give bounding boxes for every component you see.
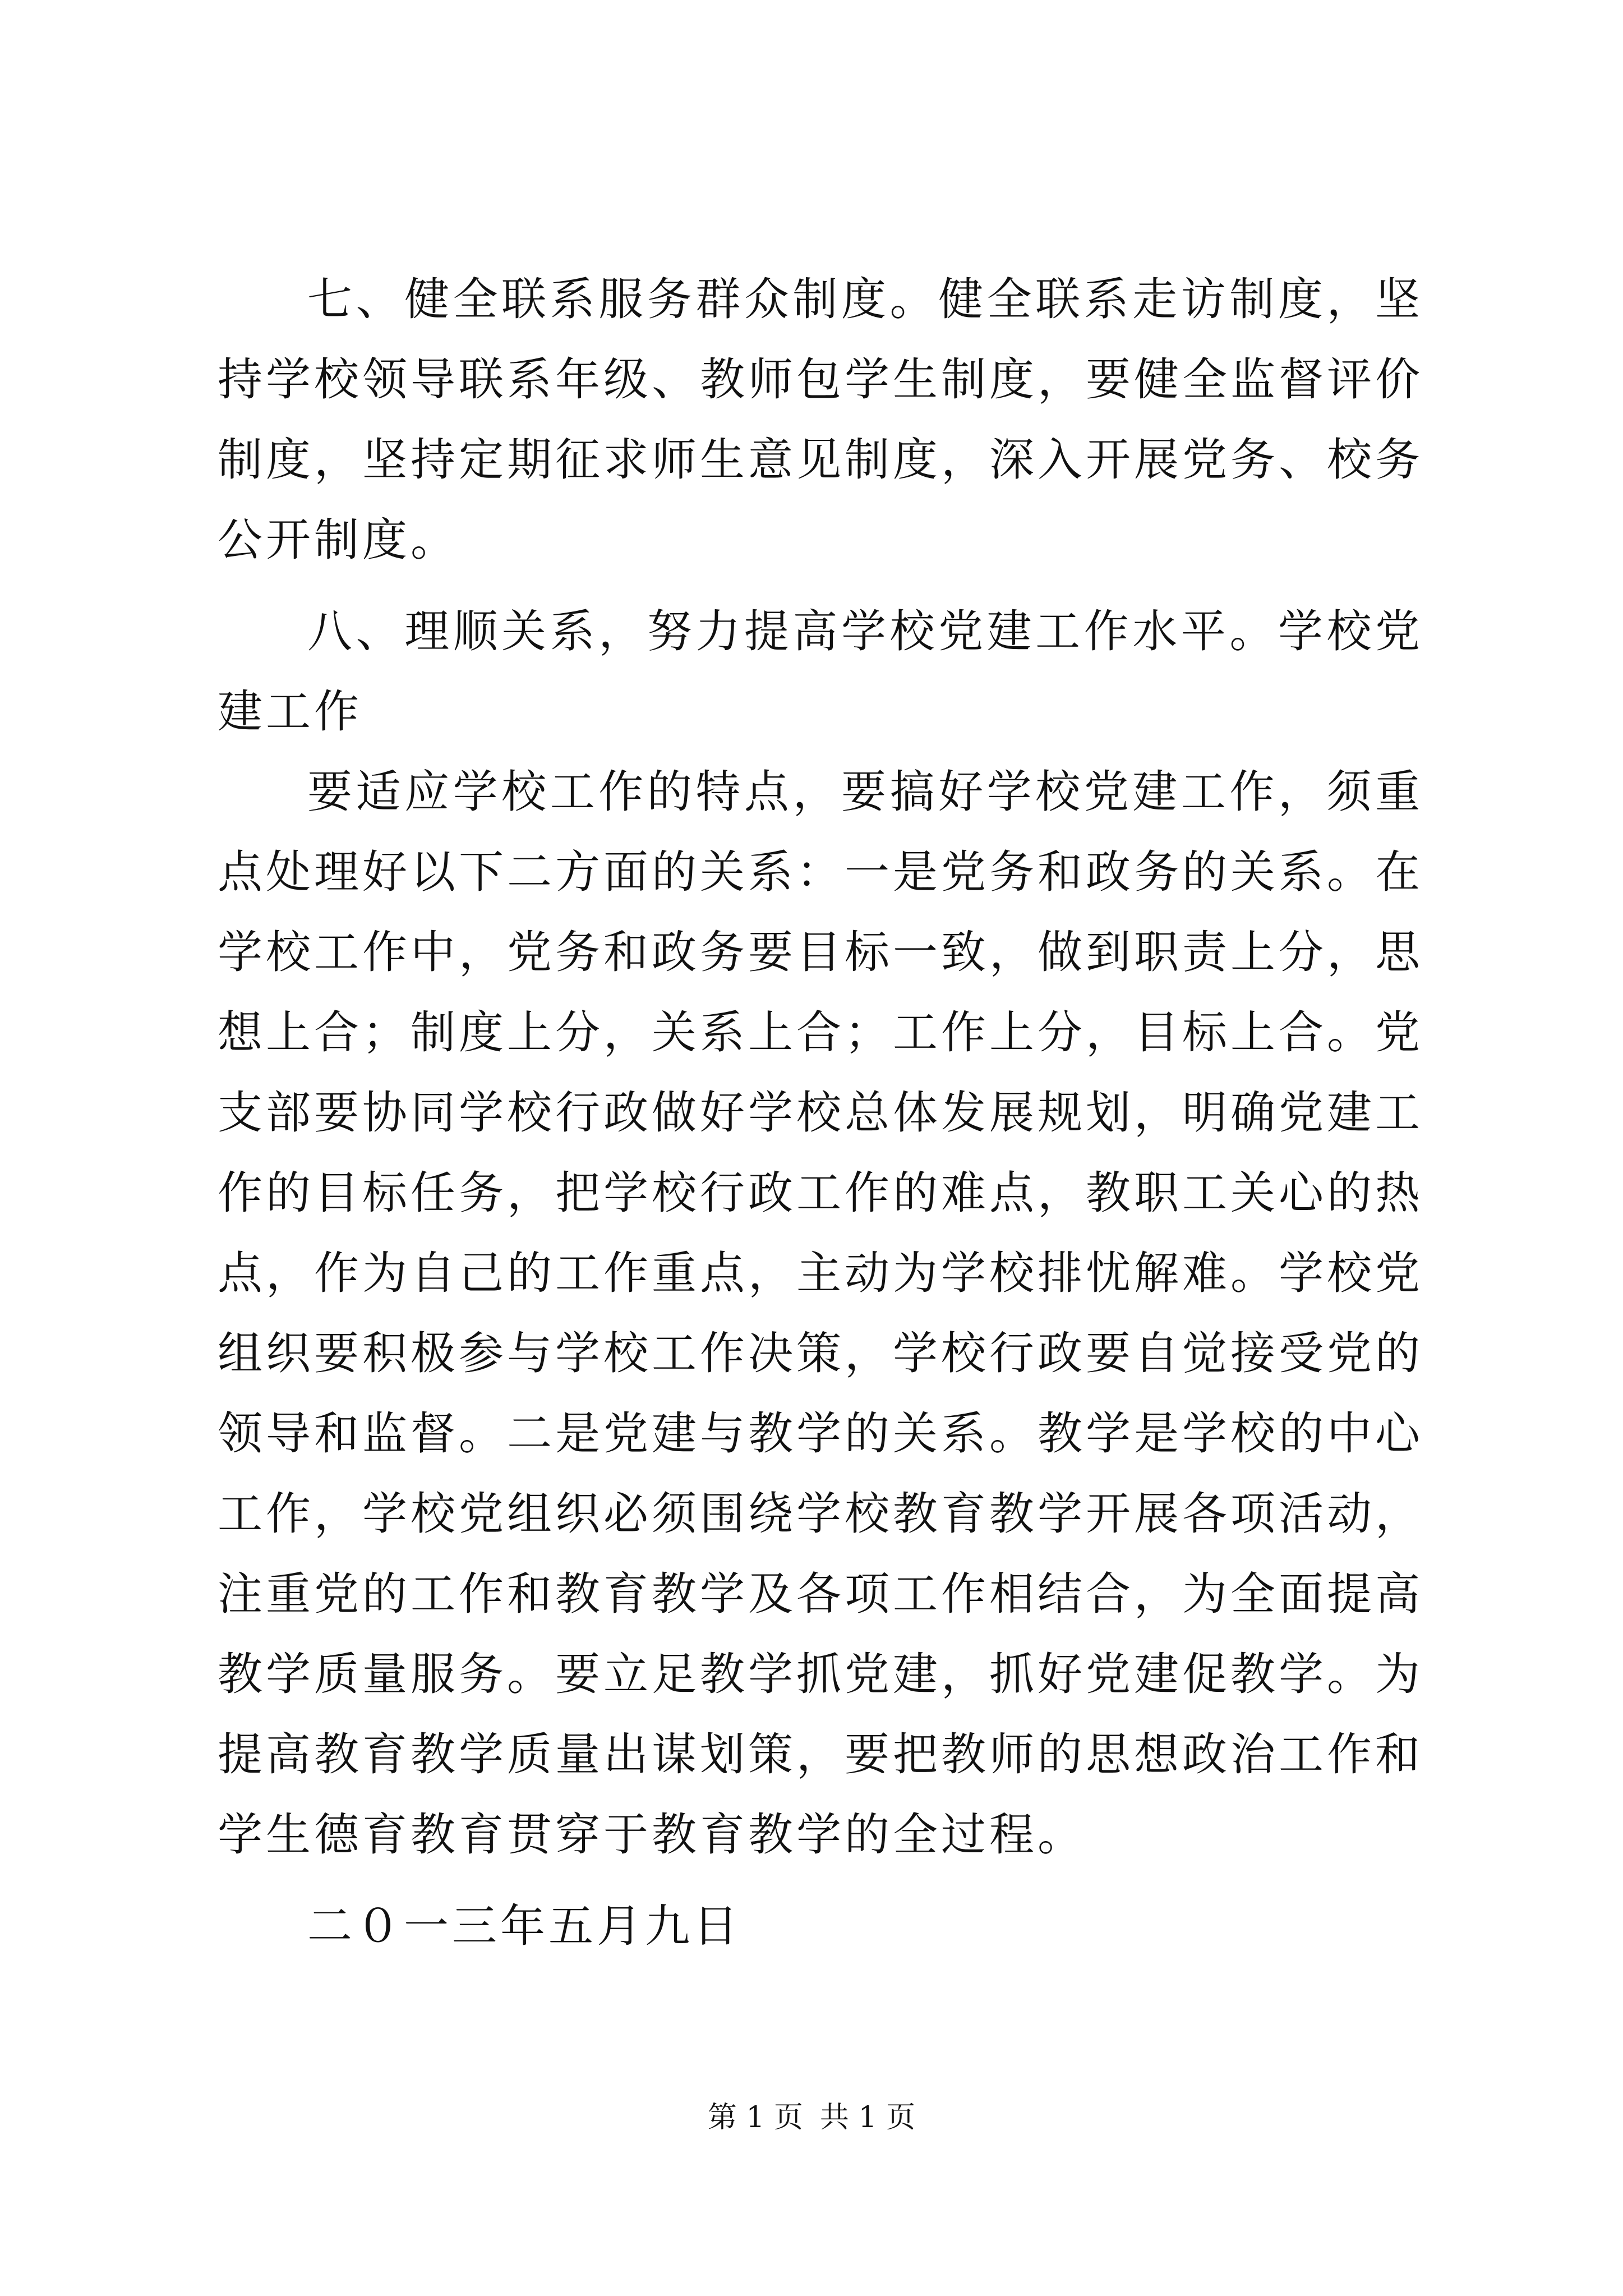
paragraph-relations-heading: 八、理顺关系，努力提高学校党建工作水平。学校党建工作	[218, 605, 1423, 738]
document-date: 二０一三年五月九日	[307, 1900, 741, 1952]
document-body	[218, 259, 1423, 1966]
footer-current-page: 第 1 页	[707, 2101, 803, 2134]
page-footer	[0, 2098, 1623, 2137]
paragraph-contact-system: 七、健全联系服务群众制度。健全联系走访制度，坚持学校领导联系年级、教师包学生制度，要健全监督评价制度，坚持定期征求师生意见制度，深入开展党务、校务公开制度。	[218, 273, 1423, 566]
footer-total-pages: 共 1 页	[820, 2101, 916, 2134]
paragraph-relations-body: 要适应学校工作的特点，要搞好学校党建工作，须重点处理好以下二方面的关系：一是党务和政务的关系。在学校工作中，党务和政务要目标一致，做到职责上分，思想上合；制度上分，关系上合；工作上分，目标上合。党支部要协同学校行政做好学校总体发展规划，明确党建工作的目标任务，把学校行政工作的难点，教职工关心的热点，作为自己的工作重点，主动为学校排忧解难。学校党组织要积极参与学校工作决策，学校行政要自觉接受党的领导和监督。二是党建与教学的关系。教学是学校的中心工作，学校党组织必须围绕学校教育教学开展各项活动，注重党的工作和教育教学及各项工作相结合，为全面提高教学质量服务。要立足教学抓党建，抓好党建促教学。为提高教育教学质量出谋划策，要把教师的思想政治工作和学生德育教育贯穿于教育教学的全过程。	[218, 766, 1423, 1861]
